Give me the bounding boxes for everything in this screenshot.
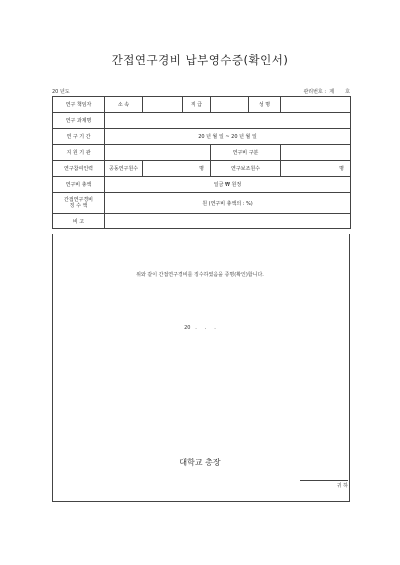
label-rank: 직 급 (183, 97, 211, 113)
row-total-budget (53, 177, 351, 193)
field-funding-agency[interactable] (105, 145, 211, 161)
label-remarks: 비 고 (53, 214, 105, 229)
field-name[interactable] (281, 97, 351, 113)
row-research-period (53, 129, 351, 145)
label-total-budget: 연구비 총액 (53, 177, 105, 193)
field-affiliation[interactable] (143, 97, 183, 113)
field-fund-category[interactable] (281, 145, 351, 161)
field-remarks[interactable] (105, 214, 351, 229)
label-name: 성 명 (249, 97, 281, 113)
recipient-line: 귀 하 (300, 480, 348, 489)
label-research-period: 연 구 기 간 (53, 129, 105, 145)
row-indirect-cost (53, 193, 351, 214)
field-co-researchers[interactable]: 명 (143, 161, 211, 177)
field-research-period[interactable]: 20 년 월 일 ~ 20 년 월 일 (105, 129, 351, 145)
label-fund-category: 연구비 구분 (211, 145, 281, 161)
label-indirect-cost (53, 193, 105, 214)
label-assistants: 연구보조원수 (211, 161, 281, 177)
label-principal-investigator: 연구 책임자 (53, 97, 105, 113)
row-funding-agency (53, 145, 351, 161)
label-research-staff: 연구참여인력 (53, 161, 105, 177)
label-funding-agency: 지 원 기 관 (53, 145, 105, 161)
label-project-title: 연구 과제명 (53, 113, 105, 129)
receipt-form-table (52, 96, 351, 229)
field-indirect-cost[interactable]: 원 (연구비 총액의 : %) (105, 193, 351, 214)
label-indirect-cost-line2: 징 수 액 (69, 203, 88, 209)
certification-statement: 위와 같이 간접연구경비를 징수하였음을 증명(확인)합니다. (136, 272, 264, 278)
field-assistants[interactable]: 명 (281, 161, 351, 177)
row-project-title (53, 113, 351, 129)
management-number-label: 관리번호 : 제 호 (303, 89, 350, 95)
page-title: 간접연구경비 납부영수증(확인서) (111, 53, 289, 67)
row-remarks (53, 214, 351, 229)
issue-date: 20 . . . (184, 325, 216, 331)
label-indirect-cost-line1: 간접연구경비 (64, 197, 93, 203)
fiscal-year-label: 20 년도 (52, 89, 70, 95)
row-researcher (53, 97, 351, 113)
field-rank[interactable] (211, 97, 249, 113)
field-project-title[interactable] (105, 113, 351, 129)
signer-title: 대학교 총장 (179, 458, 221, 467)
row-research-staff (53, 161, 351, 177)
field-total-budget[interactable]: 일금 ₩ 원정 (105, 177, 351, 193)
label-co-researchers: 공동연구원수 (105, 161, 143, 177)
label-affiliation: 소 속 (105, 97, 143, 113)
